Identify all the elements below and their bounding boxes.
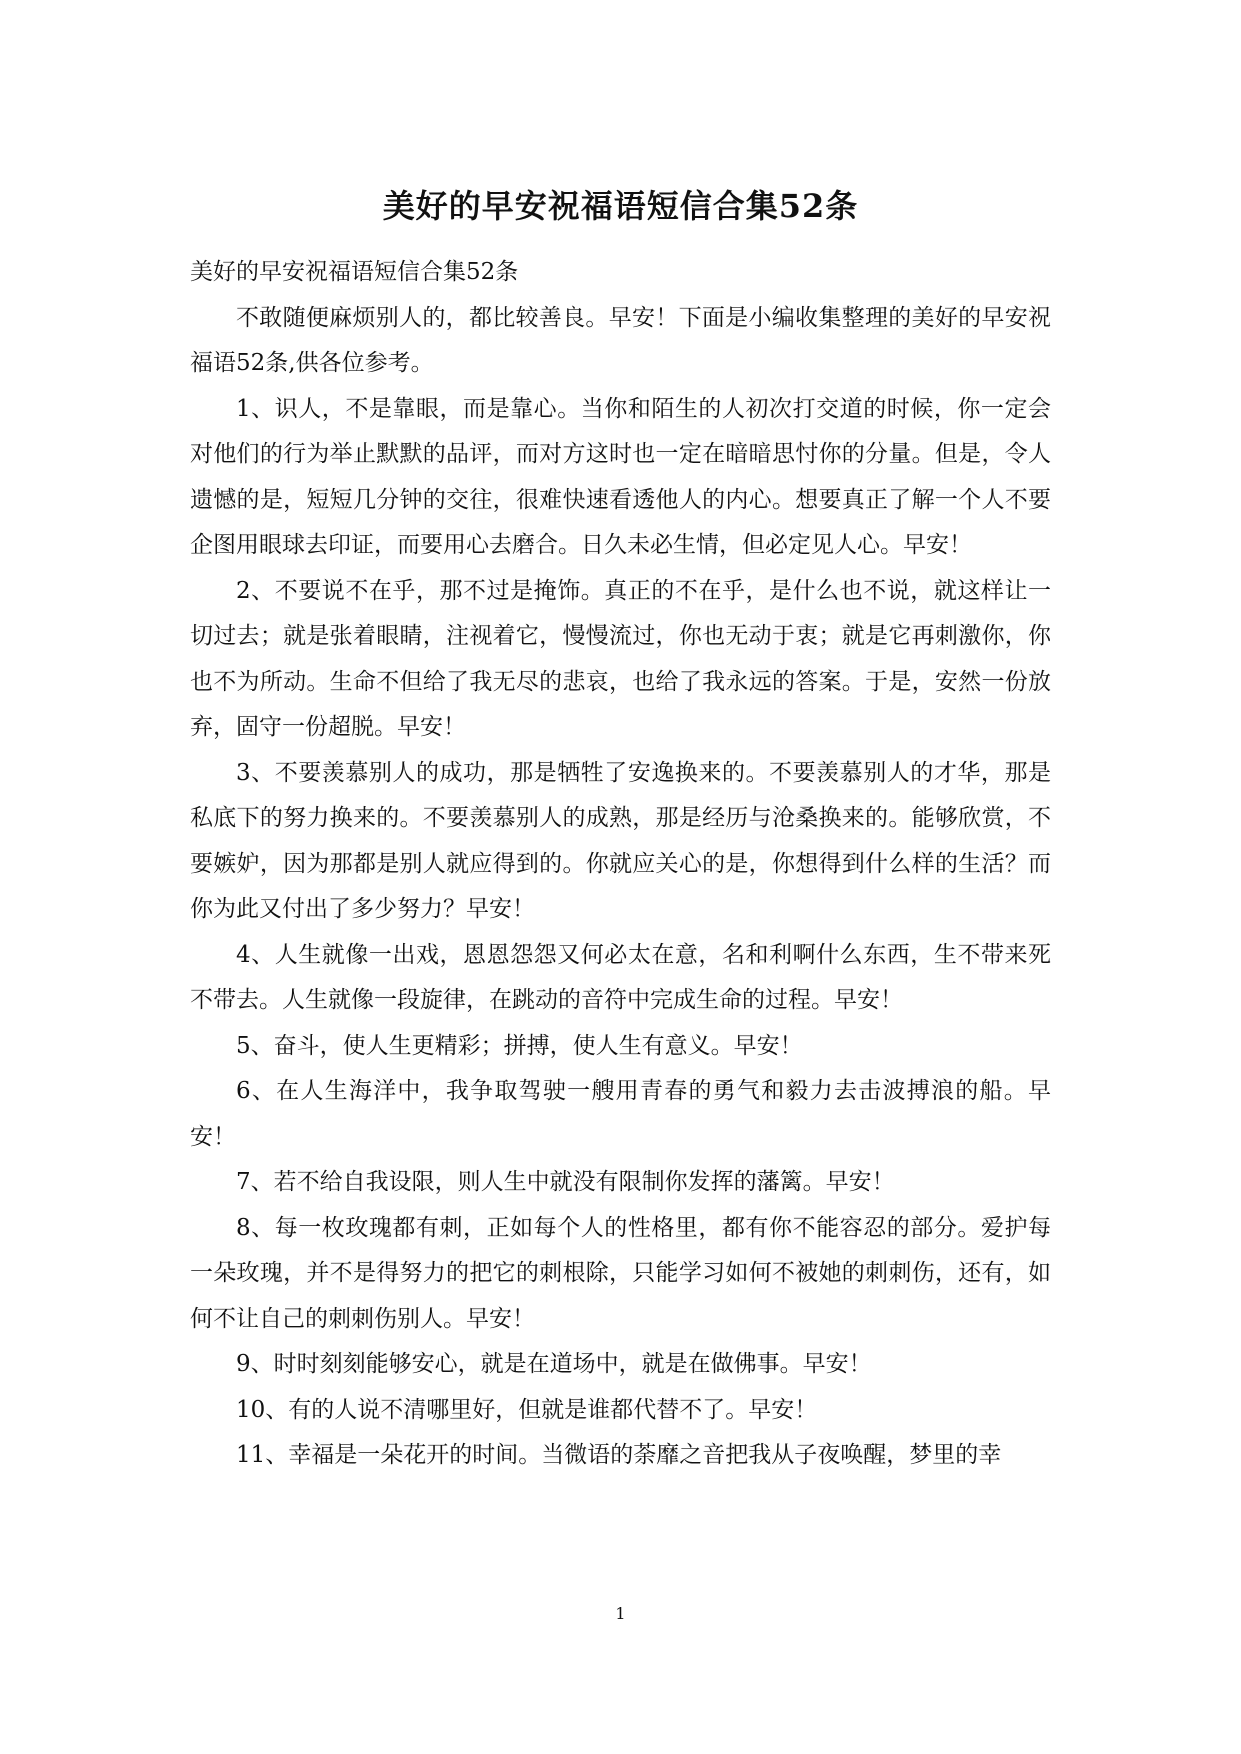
list-item: 9、时时刻刻能够安心，就是在道场中，就是在做佛事。早安！ [236,1351,872,1377]
intro-paragraph: 不敢随便麻烦别人的，都比较善良。早安！下面是小编收集整理的美好的早安祝福语52条,供各位参考。 [190,304,1051,376]
list-item: 4、人生就像一出戏，恩恩怨怨又何必太在意，名和利啊什么东西，生不带来死不带去。人生就像一段旋律，在跳动的音符中完成生命的过程。早安！ [190,941,1051,1013]
list-item: 6、在人生海洋中，我争取驾驶一艘用青春的勇气和毅力去击波搏浪的船。早安！ [190,1078,1051,1150]
list-item: 5、奋斗，使人生更精彩；拼搏，使人生有意义。早安！ [236,1032,803,1059]
document-title: 美好的早安祝福语短信合集52条 [382,187,859,225]
list-item: 11、幸福是一朵花开的时间。当微语的荼靡之音把我从子夜唤醒，梦里的幸 [236,1442,1002,1468]
list-item: 3、不要羡慕别人的成功，那是牺牲了安逸换来的。不要羡慕别人的才华，那是私底下的努力换来的。不要羡慕别人的成熟，那是经历与沧桑换来的。能够欣赏，不要嫉妒，因为那都是别人就应得到的。你就应关心的是，你想得到什么样的生活？而你为此又付出了多少努力？早安！ [190,759,1051,922]
page-number: 1 [615,1604,626,1623]
list-item: 8、每一枚玫瑰都有刺，正如每个人的性格里，都有你不能容忍的部分。爱护每一朵玫瑰，并不是得努力的把它的刺根除，只能学习如何不被她的刺刺伤，还有，如何不让自己的刺刺伤别人。早安！ [190,1214,1051,1332]
list-item: 2、不要说不在乎，那不过是掩饰。真正的不在乎，是什么也不说，就这样让一切过去；就是张着眼睛，注视着它，慢慢流过，你也无动于衷；就是它再刺激你，你也不为所动。生命不但给了我无尽的悲哀，也给了我永远的答案。于是，安然一份放弃，固守一份超脱。早安！ [190,577,1051,740]
document-subtitle: 美好的早安祝福语短信合集52条 [190,259,519,285]
list-item: 7、若不给自我设限，则人生中就没有限制你发挥的藩篱。早安！ [236,1169,895,1195]
list-item: 1、识人，不是靠眼，而是靠心。当你和陌生的人初次打交道的时候，你一定会对他们的行为举止默默的品评，而对方这时也一定在暗暗思忖你的分量。但是，令人遗憾的是，短短几分钟的交往，很难快速看透他人的内心。想要真正了解一个人不要企图用眼球去印证，而要用心去磨合。日久未必生情，但必定见人心。早安！ [190,395,1051,558]
document-body [190,250,1051,1479]
list-item: 10、有的人说不清哪里好，但就是谁都代替不了。早安！ [236,1396,818,1423]
